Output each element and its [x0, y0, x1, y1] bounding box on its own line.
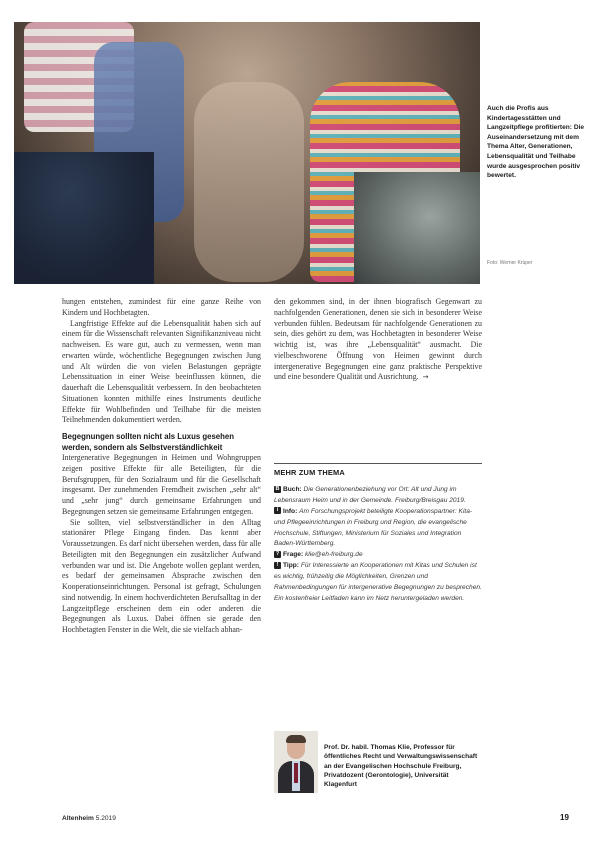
paragraph: Intergenerative Begegnungen in Heimen und Wohngruppen zeigen positive Effekte für alle Beteiligten, für die Berufsgruppen, für den Sozialraum und für die Gesellschaft insgesamt. Der zunehmenden Fremdheit zwischen „sehr alt“ und „sehr jung“ durch gemeinsame Erfahrungen und Begegnungen setzen sie gemeinsame Erfahrungen entgegen. [62, 453, 261, 516]
box-item-book: B Buch: Die Generationenbeziehung vor Ort: Alt und Jung im Lebensraum Heim und in der Gemeinde. Freiburg/Breisgau 2019. [274, 485, 466, 504]
paragraph: den gekommen sind, in der ihnen biografisch Gegenwart zu nachfolgenden Generationen, denen sie sich in besonderer Weise verbunden fühlen. Bedeutsam für nachfolgende Generationen zu sein, dies gehört zu dem, was Hochbetagten in besonderer Weise wichtig ist, was ihre „Lebensqualität“ ausmacht. Die vielbeschworene Öffnung von Heimen gewinnt durch intergenerative Begegnungen eine ganz praktische Perspektive und eine besondere Qualität und Ausrichtung. → [274, 297, 482, 382]
info-icon: i [274, 507, 281, 514]
box-item-question: ? Frage: klie@eh-freiburg.de [275, 551, 363, 559]
page-number: 19 [560, 813, 569, 822]
book-icon: B [275, 485, 280, 492]
author-portrait [274, 731, 318, 793]
tip-icon: ! [274, 562, 281, 569]
author-bio: Prof. Dr. habil. Thomas Klie, Professor für öffentliches Recht und Verwaltungswissenschaft an der Evangelischen Hochschule Freiburg, Privatdozent (Gerontologie), Universität Klagenfurt [324, 744, 478, 789]
paragraph: Sie sollten, viel selbstverständlicher in den Alltag stationärer Pflege Eingang finden. Das kennt aber Voraussetzungen. Es darf nicht übersehen werden, dass für alle Beteiligten mit den Begegnungen ein zusätzlicher Aufwand verbunden war und ist. Die Angebote wollen geplant werden, es bedarf der gemeinsamen Absprache zwischen den Kooperationseinrichtungen. Personal ist gefragt, Schulungen sind notwendig. In einem hochverdichteten Berufsalltag in der Langzeitpflege erscheinen dem ein oder anderen die Begegnungen als Luxus. Dabei öffnen sie gerade den Hochbetagten Fenster in die Welt, die sie vielfach abhan- [62, 517, 261, 634]
article-end-icon: → [422, 373, 429, 382]
question-icon: ? [275, 551, 280, 558]
body-column-right [274, 297, 482, 383]
photo-credit: Foto: Werner Krüper [487, 260, 533, 266]
body-column-left [62, 297, 261, 636]
photo-caption: Auch die Profis aus Kindertagesstätten und Langzeitpflege profitierten: Die Auseinandersetzung mit dem Thema Alter, Generationen, Lebensqualität und Teilhabe wurde ausgesprochen positiv bewertet. [487, 105, 585, 180]
more-on-topic-box [274, 463, 482, 605]
subheading: Begegnungen sollten nicht als Luxus gesehen werden, sondern als Selbstverständlichkeit [62, 432, 234, 452]
contact-email[interactable]: klie@eh-freiburg.de [305, 551, 363, 559]
box-item-tip: ! Tipp: Für Interessierte an Kooperationen mit Kitas und Schulen ist es wichtig, frühzeitig die Möglichkeiten, Grenzen und Rahmenbedingungen für intergenerative Begegnungen zu besprechen. Ein kostenfreier Leitfaden kann im Netz heruntergeladen werden. [274, 562, 482, 602]
paragraph: Langfristige Effekte auf die Lebensqualität haben sich auf einem für die Wissenschaft relevanten Signifikanzniveau nicht nachweisen. Es ware gut, auch zu vermessen, wenn man erwarten würde, wöchentliche Begegnungen zwischen Jung und Alt würden die von vielen Belastungen geprägte Lebenssituation in einer Weise beeinflussen können, die dauerhaft die Lebensqualität verbessern. In den beobachteten Situationen konnten mithilfe eines Instruments deutliche Effekte für Wohlbefinden und Teilhabe für die meisten Teilnehmenden dokumentiert werden. [62, 318, 261, 425]
footer-magazine: Altenheim 5.2019 [62, 815, 116, 822]
article-photo [14, 22, 480, 284]
box-item-info: i Info: Am Forschungsprojekt beteiligte Kooperationspartner: Kita- und Pflegeeinrichtungen in Freiburg und Region, die evangelische Hochschule, Stiftungen, Ministerium für Soziales und Integration Baden-Württemberg. [274, 507, 473, 548]
paragraph: hungen entstehen, zumindest für eine ganze Reihe von Kindern und Hochbetagten. [62, 297, 261, 317]
box-title: MEHR ZUM THEMA [274, 468, 345, 477]
